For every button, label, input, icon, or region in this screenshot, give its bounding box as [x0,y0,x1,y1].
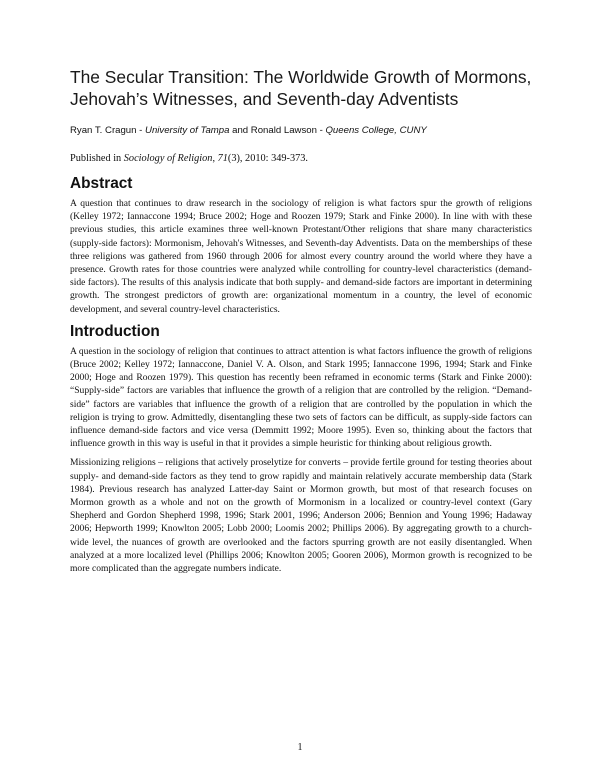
author-2: Ronald Lawson - [250,125,326,136]
title-line-1: The Secular Transition: The Worldwide Growth of Mormons, [70,67,532,87]
journal-name: Sociology of Religion [123,153,213,164]
journal-volume: 71 [217,153,228,164]
introduction-paragraph-1: A question in the sociology of religion that continues to attract attention is what factors influence the growth of religions (Bruce 2002; Kelley 1972; Iannaccone, Daniel V. A. Olson, and Stark 1995; Iannaccone 1996, 1994; Stark and Finke 2000; Hoge and Roozen 1979). This question has recently been reframed in economic terms (Stark and Finke 2000): “Supply-side” factors are variables that influence the growth of a religion that are controlled by the religion. “Demand-side” factors are variables that influence the growth of a religion that are controlled by the population in which the religion is trying to grow. Admittedly, disentangling these two sets of factors can be difficult, as supply-side factors can influence demand-side factors and vice versa (Demmitt 1992; Moore 1995). Even so, thinking about the factors that influence growth in this way is useful in that it provides a simple heuristic for thinking about religious growth. [70,345,532,450]
author-1: Ryan T. Cragun - [70,125,146,136]
page-content [70,66,532,581]
page-number: 1 [297,742,303,753]
published-rest: (3), 2010: 349-373. [227,153,308,164]
author-line [70,124,532,138]
introduction-paragraph-2: Missionizing religions – religions that actively proselytize for converts – provide fertile ground for testing theories about supply- and demand-side factors as they tend to grow rapidly and maintain relatively accurate membership data (Stark 1984). Previous research has analyzed Latter-day Saint or Mormon growth, but most of that research focuses on Mormon growth as a whole and not on the growth of Mormonism in a localized or country-level context (Gary Shepherd and Gordon Shepherd 1998, 1996; Stark 2001, 1996; Anderson 2006; Bennion and Young 1996; Hadaway 2006; Hepworth 1999; Knowlton 2005; Lobb 2000; Loomis 2002; Phillips 2006). By aggregating growth to a church-wide level, the nuances of growth are overlooked and the factors spurring growth are not easily disentangled. When analyzed at a more localized level (Phillips 2006; Knowlton 2005; Gooren 2006), Mormon growth is recognized to be more complicated than the aggregate numbers indicate. [70,457,532,575]
affiliation-1: University of Tampa [145,125,230,136]
published-prefix: Published in [70,153,124,164]
author-connector: and [229,125,251,136]
affiliation-2: Queens College, CUNY [325,125,427,136]
publication-info [70,152,532,166]
abstract-text: A question that continues to draw research in the sociology of religion is what factors spur the growth of religions (Kelley 1972; Iannaccone 1994; Bruce 2002; Hoge and Roozen 1979; Stark and Finke 2000). In line with with these previous studies, this article examines three well-known Protestant/Other religions that share many characteristics (supply-side factors): Mormonism, Jehovah's Witnesses, and Seventh-day Adventists. Data on the memberships of these three religions was gathered from 1960 through 2006 for almost every country around the world where they have a presence. Growth rates for those countries were analyzed while controlling for country-level characteristics (demand-side factors). The results of this analysis indicate that both supply- and demand-side factors are important in determining growth. The strongest predictors of growth are: organizational momentum in a country, the level of economic development, and several country-level characteristics. [70,198,532,315]
paper-title [70,66,532,110]
abstract-heading: Abstract [70,175,133,192]
introduction-heading: Introduction [70,322,160,340]
title-line-2: Jehovah’s Witnesses, and Seventh-day Adventists [70,89,459,109]
published-comma: , [212,153,218,164]
